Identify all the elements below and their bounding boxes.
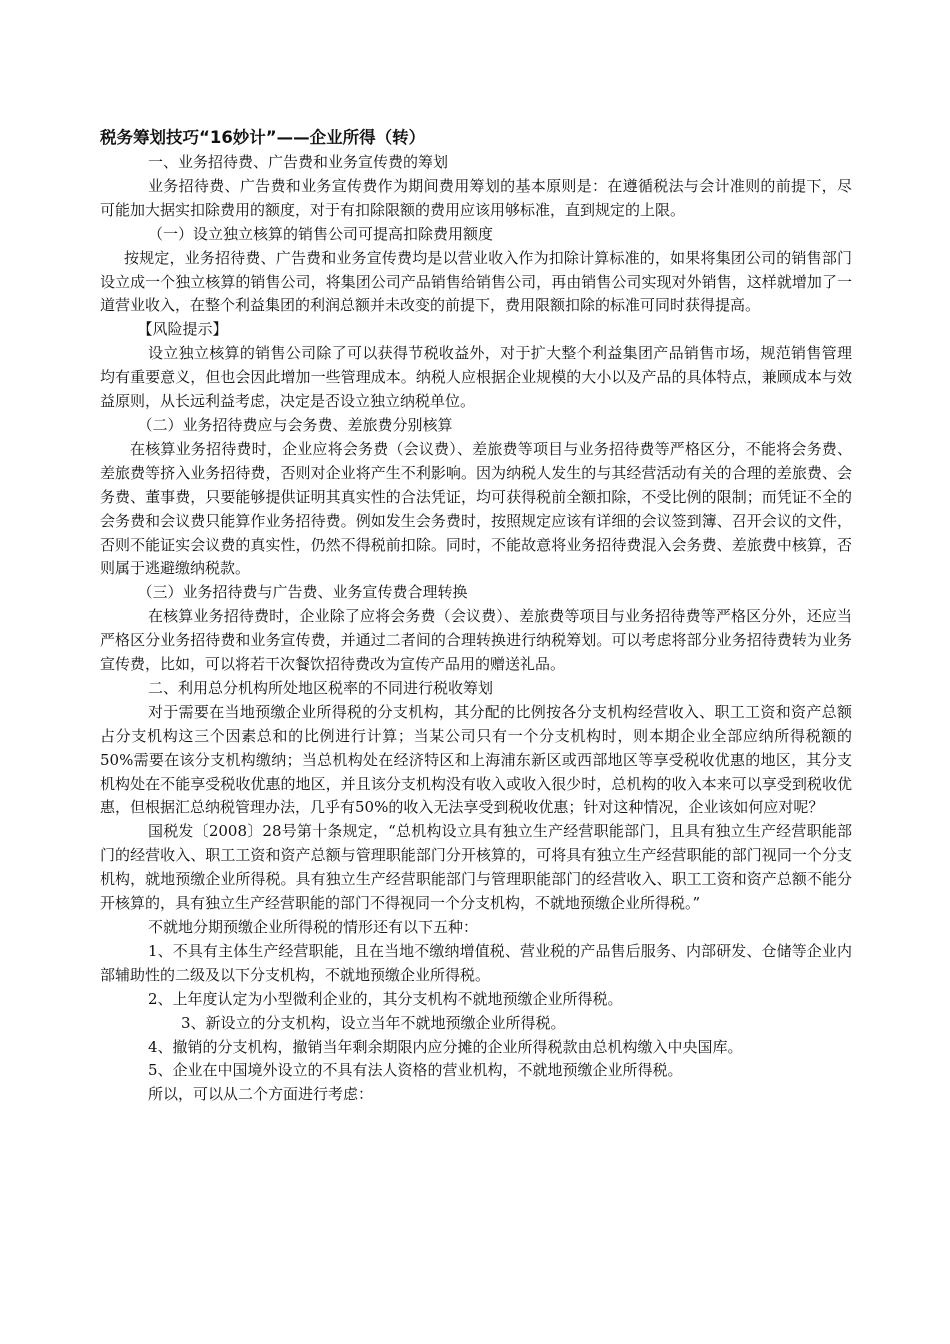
list-item: 1、不具有主体生产经营职能，且在当地不缴纳增值税、营业税的产品售后服务、内部研发、仓储等企业内部辅助性的二级及以下分支机构，不就地预缴企业所得税。	[100, 941, 852, 984]
paragraph: 国税发〔2008〕28号第十条规定，“总机构设立具有独立生产经营职能部门，且具有独立生产经营职能部门的经营收入、职工工资和资产总额与管理职能部门分开核算的，可将具有独立生产经营职能的部门视同一个分支机构，就地预缴企业所得税。具有独立生产经营职能部门与管理职能部门的经营收入、职工工资和资产总额不能分开核算的，具有独立生产经营职能的部门不得视同一个分支机构，不就地预缴企业所得税。”	[100, 822, 852, 913]
paragraph: 不就地分期预缴企业所得税的情形还有以下五种：	[148, 918, 479, 936]
risk-notice-heading: 【风险提示】	[137, 320, 228, 339]
section-heading: 二、利用总分机构所处地区税率的不同进行税收筹划	[148, 678, 494, 697]
document-body	[100, 126, 852, 1107]
document-title: 税务筹划技巧“16妙计”——企业所得（转）	[100, 128, 426, 147]
subsection-heading: （三）业务招待费与广告费、业务宣传费合理转换	[137, 583, 468, 602]
list-item: 5、企业在中国境外设立的不具有法人资格的营业机构，不就地预缴企业所得税。	[148, 1061, 683, 1080]
paragraph: 对于需要在当地预缴企业所得税的分支机构，其分配的比例按各分支机构经营收入、职工工资和资产总额占分支机构这三个因素总和的比例进行计算；当某公司只有一个分支机构时，则本期企业全部应纳所得税额的50%需要在该分支机构缴纳；当总机构处在经济特区和上海浦东新区或西部地区等享受税收优惠的地区，其分支机构处在不能享受税收优惠的地区，并且该分支机构没有收入或收入很少时，总机构的收入本来可以享受到税收优惠，但根据汇总纳税管理办法，几乎有50%的收入无法享受到税收优惠；针对这种情况，企业该如何应对呢？	[100, 702, 852, 817]
list-item: 2、上年度认定为小型微利企业的，其分支机构不就地预缴企业所得税。	[148, 989, 623, 1008]
section-heading: 一、业务招待费、广告费和业务宣传费的筹划	[148, 153, 449, 171]
subsection-heading: （一）设立独立核算的销售公司可提高扣除费用额度	[148, 224, 494, 243]
paragraph: 按规定，业务招待费、广告费和业务宣传费均是以营业收入作为扣除计算标准的，如果将集团公司的销售部门设立成一个独立核算的销售公司，将集团公司产品销售给销售公司，再由销售公司实现对外销售，这样就增加了一道营业收入，在整个利益集团的利润总额并未改变的前提下，费用限额扣除的标准可同时获得提高。	[100, 248, 852, 315]
list-item: 3、新设立的分支机构，设立当年不就地预缴企业所得税。	[181, 1013, 566, 1032]
paragraph: 在核算业务招待费时，企业应将会务费（会议费）、差旅费等项目与业务招待费等严格区分，不能将会务费、差旅费等挤入业务招待费，否则对企业将产生不利影响。因为纳税人发生的与其经营活动有关的合理的差旅费、会务费、董事费，只要能够提供证明其真实性的合法凭证，均可获得税前全额扣除，不受比例的限制；而凭证不全的会务费和会议费只能算作业务招待费。例如发生会务费时，按照规定应该有详细的会议签到簿、召开会议的文件，否则不能证实会议费的真实性，仍然不得税前扣除。同时，不能故意将业务招待费混入会务费、差旅费中核算，否则属于逃避缴纳税款。	[100, 439, 852, 578]
paragraph: 业务招待费、广告费和业务宣传费作为期间费用筹划的基本原则是：在遵循税法与会计准则的前提下，尽可能加大据实扣除费用的额度，对于有扣除限额的费用应该用够标准，直到规定的上限。	[100, 176, 852, 219]
paragraph: 设立独立核算的销售公司除了可以获得节税收益外，对于扩大整个利益集团产品销售市场，规范销售管理均有重要意义，但也会因此增加一些管理成本。纳税人应根据企业规模的大小以及产品的具体特点，兼顾成本与效益原则，从长远利益考虑，决定是否设立独立纳税单位。	[100, 344, 852, 411]
list-item: 4、撤销的分支机构，撤销当年剩余期限内应分摊的企业所得税款由总机构缴入中央国库。	[148, 1037, 743, 1056]
paragraph: 在核算业务招待费时，企业除了应将会务费（会议费）、差旅费等项目与业务招待费等严格区分外，还应当严格区分业务招待费和业务宣传费，并通过二者间的合理转换进行纳税筹划。可以考虑将部分业务招待费转为业务宣传费，比如，可以将若干次餐饮招待费改为宣传产品用的赠送礼品。	[100, 607, 852, 674]
subsection-heading: （二）业务招待费应与会务费、差旅费分别核算	[137, 415, 453, 434]
paragraph: 所以，可以从二个方面进行考虑：	[148, 1085, 374, 1104]
